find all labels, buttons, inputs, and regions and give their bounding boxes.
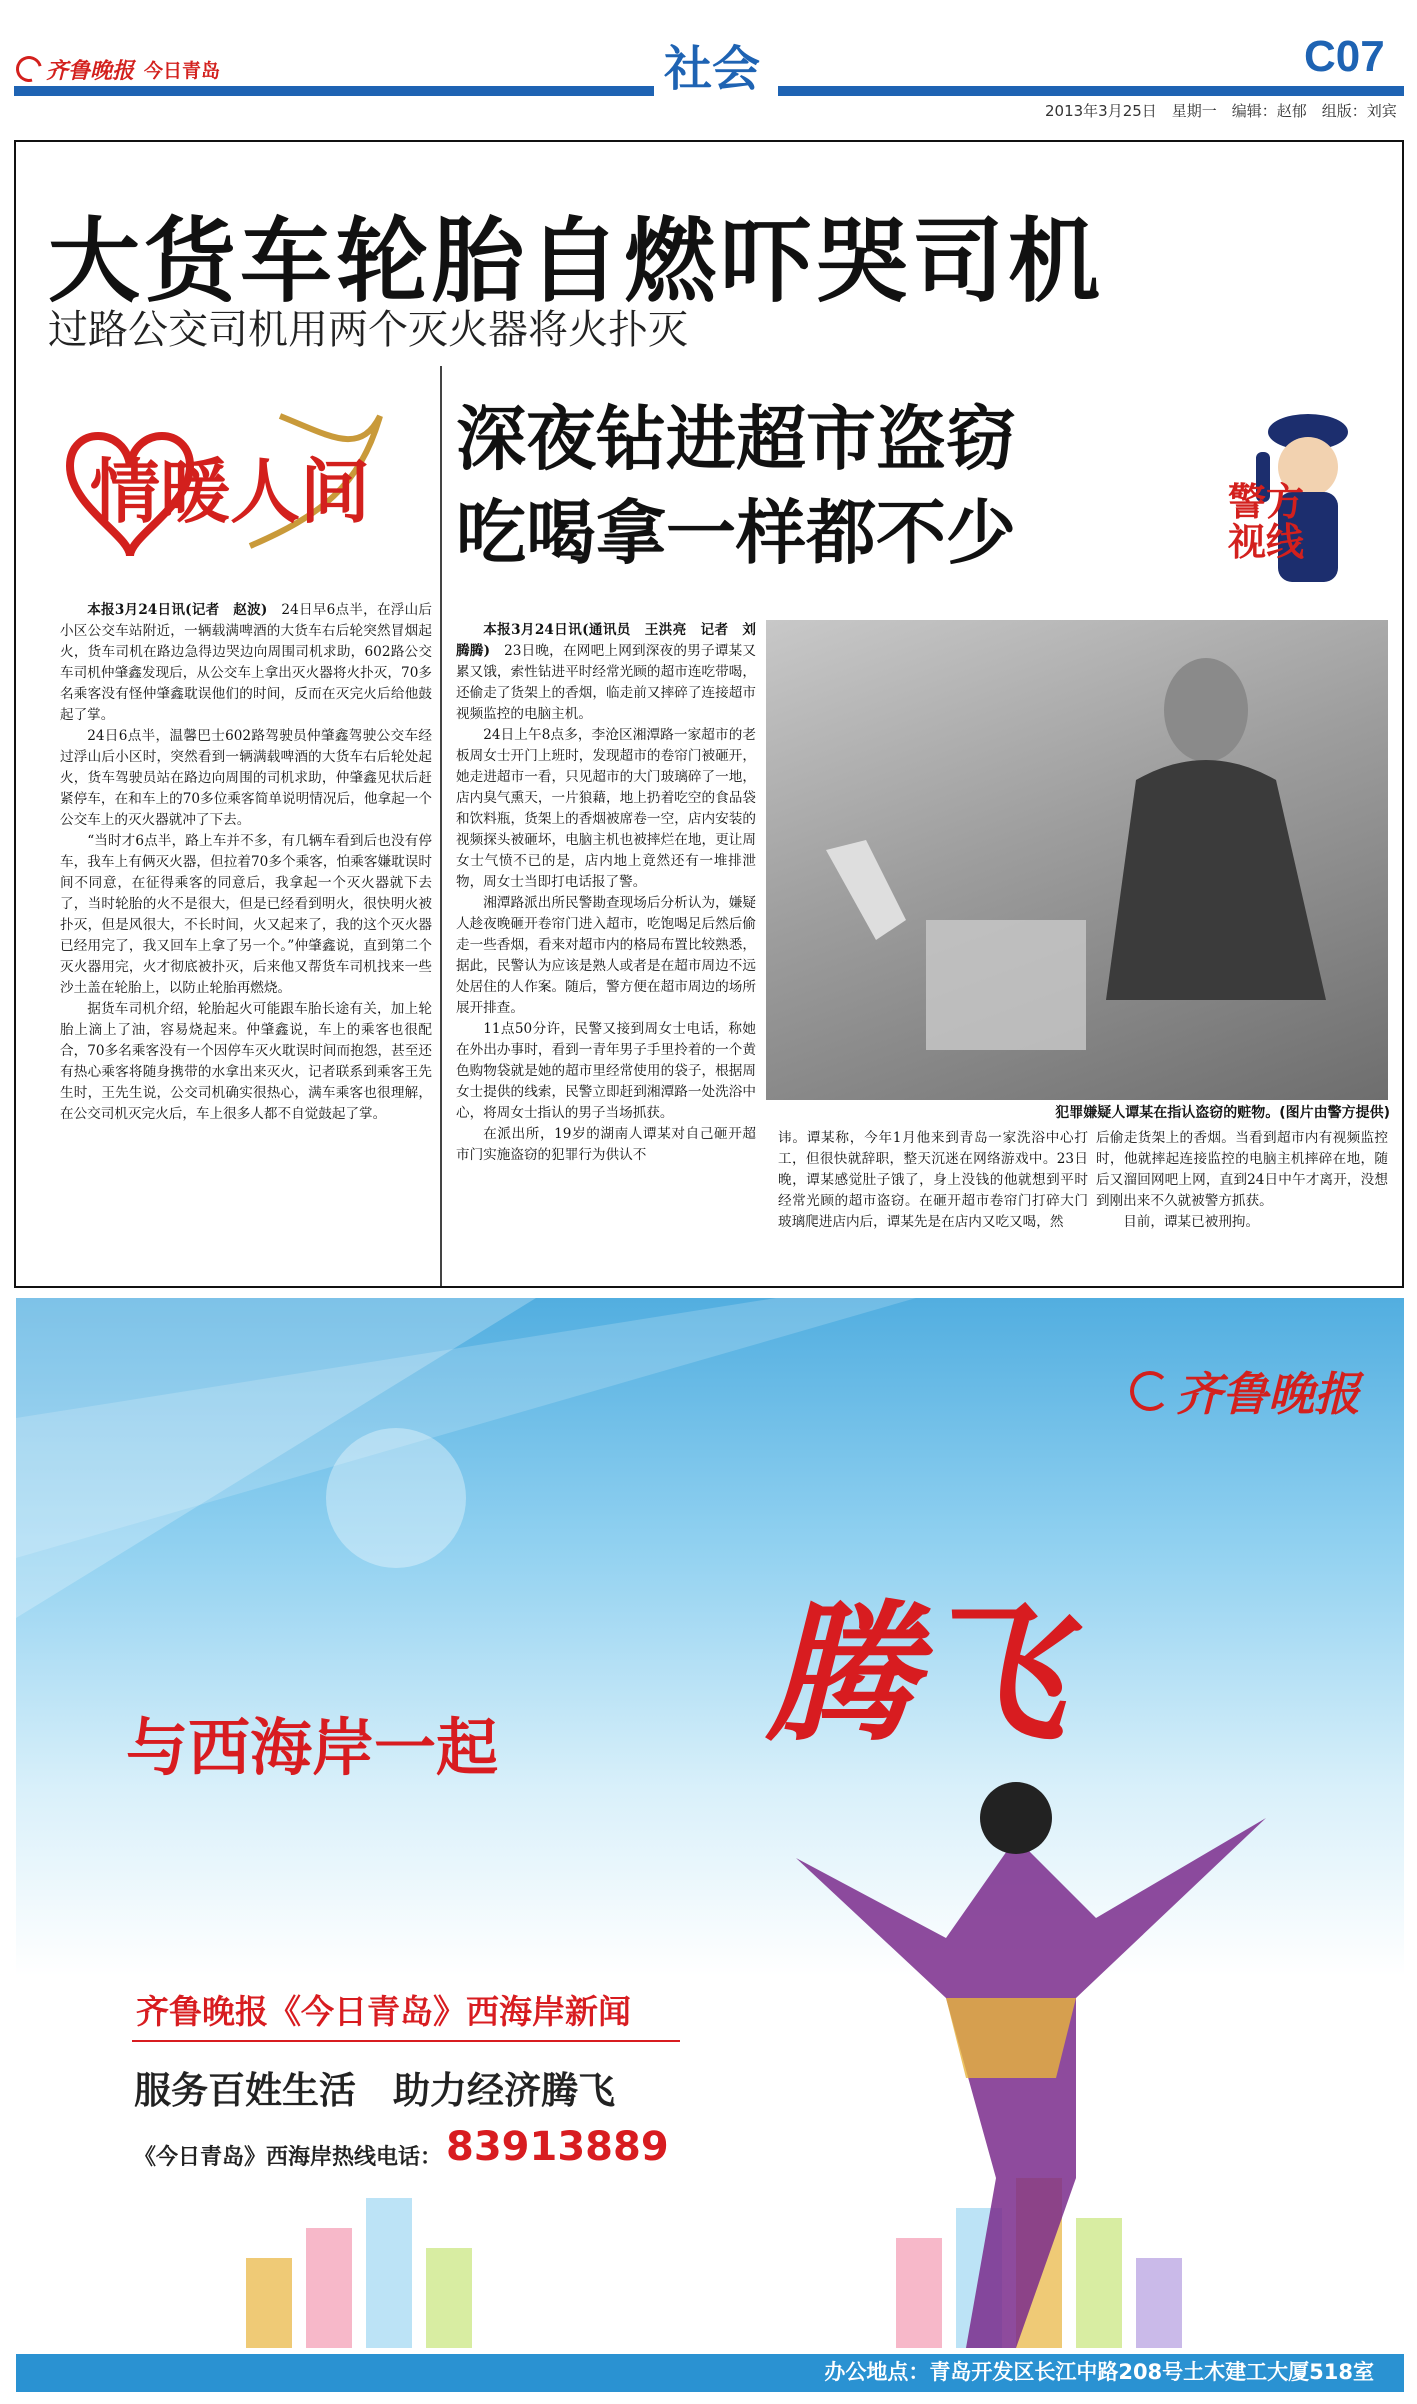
story2-headline-line1: 深夜钻进超市盗窃	[456, 398, 1016, 480]
badge-text: 警方视线	[1228, 480, 1305, 564]
logo-sub: 今日青岛	[144, 59, 221, 82]
ad-logo-text: 齐鲁晚报	[1176, 1367, 1360, 1421]
ad-hotline-label: 《今日青岛》西海岸热线电话：	[134, 2145, 443, 2170]
story1-paragraph: 据货车司机介绍，轮胎起火可能跟车胎长途有关，加上轮胎上滴上了油，容易烧起来。仲肇鑫说，车上的乘客也很配合，70多名乘客没有一个因停车灭火耽误时间而抱怨，甚至还有热心乘客将随身携带的水拿出来灭火，记者联系到乘客王先生时，王先生说，公交司机确实很热心，满车乘客也很理解，在公交司机灭完火后，车上很多人都不自觉鼓起了掌。	[60, 1001, 432, 1122]
header-bar-right	[778, 86, 1404, 96]
story1-paragraph: 本报3月24日讯(记者 赵波) 24日早6点半，在浮山后小区公交车站附近，一辆载满啤酒的大货车右后轮突然冒烟起火，货车司机在路边急得边哭边向周围司机求助，602路公交车司机仲肇鑫发现后，从公交车上拿出灭火器将火扑灭，70多名乘客没有怪仲肇鑫耽误他们的时间，反而在灭完火后给他鼓起了掌。	[60, 602, 433, 723]
news-photo	[766, 620, 1388, 1100]
ad-logo	[1130, 1358, 1360, 1424]
story2-col2	[778, 1128, 1088, 1233]
main-headline: 大货车轮胎自燃吓哭司机	[48, 208, 1105, 315]
ad-slogan-part1: 与西海岸一起	[126, 1711, 499, 1784]
ad-hotline-number: 83913889	[446, 2124, 669, 2170]
story2-paragraph: 目前，谭某已被刑拘。	[1123, 1214, 1260, 1230]
advertisement	[16, 1298, 1404, 2392]
heart-feather-icon	[30, 396, 390, 566]
story2-paragraph: 湘潭路派出所民警勘查现场后分析认为，嫌疑人趁夜晚砸开卷帘门进入超市，吃饱喝足后然后偷走一些香烟，看来对超市内的格局布置比较熟悉，据此，民警认为应该是熟人或者是在超市周边不远处居住的人作案。随后，警方便在超市周边的场所展开排查。	[456, 895, 756, 1016]
story2-headline-line2: 吃喝拿一样都不少	[456, 492, 1016, 574]
page-number: C07	[1304, 32, 1385, 81]
ad-address: 办公地点：青岛开发区长江中路208号土木建工大厦518室	[824, 2360, 1374, 2384]
story1-paragraph: 24日6点半，温馨巴士602路驾驶员仲肇鑫驾驶公交车经过浮山后小区时，突然看到一辆满载啤酒的大货车右后轮处起火，货车驾驶员站在路边向周围的司机求助，仲肇鑫见状后赶紧停车，在和车上的70多位乘客简单说明情况后，他拿起一个公交车上的灭火器就冲了下去。	[60, 728, 432, 828]
story1-byline: 本报3月24日讯(记者 赵波)	[87, 602, 268, 618]
logo-mark-icon	[11, 51, 47, 87]
section-name: 社会	[663, 41, 760, 97]
story2-paragraph: 24日上午8点多，李沧区湘潭路一家超市的老板周女士开门上班时，发现超市的卷帘门被砸开，她走进超市一看，只见超市的大门玻璃碎了一地，店内臭气熏天，一片狼藉，地上扔着吃空的食品袋和饮料瓶，货架上的香烟被席卷一空，店内安装的视频探头被砸坏，电脑主机也被摔烂在地，更让周女士气愤不已的是，店内地上竟然还有一堆排泄物，周女士当即打电话报了警。	[456, 727, 756, 890]
jumping-figure-graphic	[796, 1782, 1266, 2348]
column-logo	[30, 396, 390, 566]
story2-col3	[1096, 1128, 1388, 1233]
header-bar-left	[14, 86, 654, 96]
story1-body	[60, 600, 432, 1125]
story2-paragraph: 讳。谭某称，今年1月他来到青岛一家洗浴中心打工，但很快就辞职，整天沉迷在网络游戏中。23日晚，谭某感觉肚子饿了，身上没钱的他就想到平时经常光顾的超市盗窃。在砸开超市卷帘门打碎大门玻璃爬进店内后，谭某先是在店内又吃又喝，然	[778, 1130, 1088, 1230]
ad-logo-mark-icon	[1130, 1371, 1170, 1411]
story1-paragraph: “当时才6点半，路上车并不多，有几辆车看到后也没有停车，我车上有俩灭火器，但拉着70多个乘客，怕乘客嫌耽误时间不同意，在征得乘客的同意后，我拿起一个灭火器就下去了，当时轮胎的火不是很大，但是已经看到明火，很快明火被扑灭，但是风很大，不长时间，火又起来了，我的这个灭火器已经用完了，我又回车上拿了另一个。”仲肇鑫说，直到第二个灭火器用完，火才彻底被扑灭，后来他又帮货车司机找来一些沙土盖在轮胎上，以防止轮胎再燃烧。	[60, 833, 432, 996]
ad-background-graphic	[16, 1298, 1404, 2392]
story2-col1	[456, 620, 756, 1166]
story2-paragraph: 本报3月24日讯(通讯员 王洪亮 记者 刘腾腾) 23日晚，在网吧上网到深夜的男子谭某又累又饿，索性钻进平时经常光顾的超市连吃带喝，还偷走了货架上的香烟，临走前又摔碎了连接超市视频监控的电脑主机。	[456, 622, 757, 722]
story2-paragraph: 在派出所，19岁的湖南人谭某对自己砸开超市门实施盗窃的犯罪行为供认不	[456, 1126, 756, 1163]
logo-name: 齐鲁晚报	[46, 58, 135, 84]
photo-caption: 犯罪嫌疑人谭某在指认盗窃的赃物。(图片由警方提供)	[1055, 1105, 1390, 1121]
ad-paper-line: 齐鲁晚报《今日青岛》西海岸新闻	[136, 1992, 631, 2031]
ad-service-line: 服务百姓生活 助力经济腾飞	[134, 2069, 615, 2112]
story2-headline	[456, 392, 1016, 580]
dateline: 2013年3月25日 星期一 编辑：赵郁 组版：刘宾	[1045, 102, 1397, 120]
story2-paragraph: 后偷走货架上的香烟。当看到超市内有视频监控时，他就摔起连接监控的电脑主机摔碎在地，随后又溜回网吧上网，直到24日中午才离开，没想到刚出来不久就被警方抓获。	[1096, 1130, 1388, 1209]
newspaper-logo	[16, 52, 246, 86]
column-divider	[440, 366, 442, 1286]
ad-divider	[132, 2040, 680, 2042]
column-logo-text: 情暖人间	[90, 451, 370, 533]
story2-byline: 本报3月24日讯(通讯员 王洪亮 记者 刘腾腾)	[456, 622, 756, 659]
police-badge	[1228, 392, 1378, 592]
main-subheadline: 过路公交司机用两个灭火器将火扑灭	[48, 307, 688, 353]
ad-slogan-part2: 腾飞	[766, 1588, 1067, 1762]
story2-paragraph: 11点50分许，民警又接到周女士电话，称她在外出办事时，看到一青年男子手里拎着的一个黄色购物袋就是她的超市里经常使用的袋子，根据周女士提供的线索，民警立即赶到湘潭路一处洗浴中心，将周女士指认的男子当场抓获。	[456, 1021, 756, 1121]
suspect-photo-illustration	[766, 620, 1388, 1100]
